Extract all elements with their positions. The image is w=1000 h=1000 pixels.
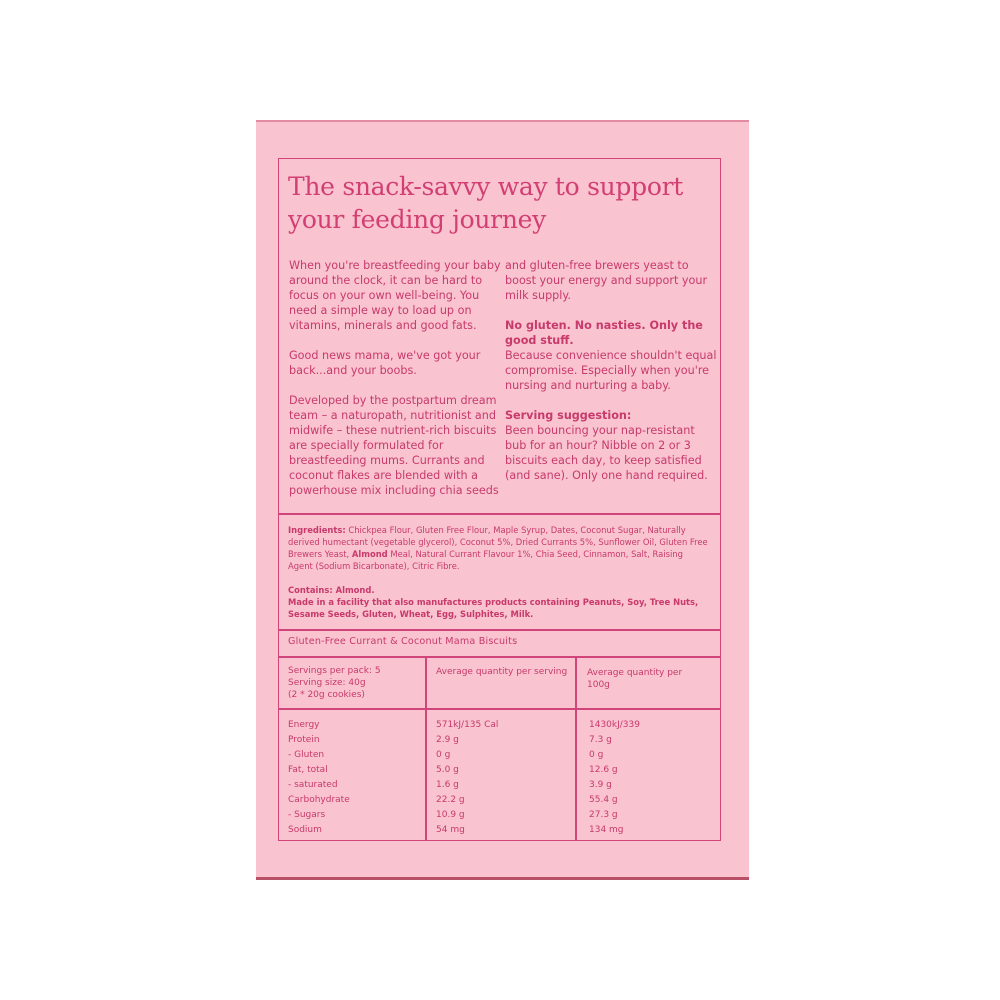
per-100g-value: 0 g	[589, 750, 604, 760]
per-serving-value: 10.9 g	[436, 810, 465, 820]
nutrient-name: Fat, total	[288, 765, 328, 775]
ingredients-part-2: Meal, Natural Currant Flavour 1%, Chia Seed, Cinnamon, Salt, Raising Agent (Sodium Bicarbonate), Citric Fibre.	[288, 549, 683, 571]
servings-per-pack: Servings per pack: 5	[288, 666, 381, 676]
no-gluten-heading: No gluten. No nasties. Only the good stuff.	[505, 319, 703, 347]
header-per-serving: Average quantity per serving	[436, 667, 568, 677]
nutrient-name: Protein	[288, 735, 320, 745]
per-serving-value: 571kJ/135 Cal	[436, 720, 499, 730]
ingredients-part-1: Chickpea Flour, Gluten Free Flour, Maple Syrup, Dates, Coconut Sugar, Naturally derived humectant (vegetable glycerol), Coconut 5%, Dried Currants 5%, Sunflower Oil, Gluten Free Brewers Yeast,	[288, 525, 708, 559]
nutrient-name: Carbohydrate	[288, 795, 350, 805]
ingredients-label: Ingredients:	[288, 525, 346, 535]
per-100g-value: 55.4 g	[589, 795, 618, 805]
contains-line: Contains: Almond.	[288, 585, 375, 595]
per-100g-value: 1430kJ/339	[589, 720, 640, 730]
headline: The snack-savvy way to support your feeding journey	[288, 172, 683, 234]
no-gluten-body: Because convenience shouldn't equal compromise. Especially when you're nursing and nurturing a baby.	[505, 349, 717, 392]
per-serving-value: 0 g	[436, 750, 451, 760]
paragraph-intro: When you're breastfeeding your baby around the clock, it can be hard to focus on your own well-being. You need a simple way to load up on vitamins, minerals and good fats.	[289, 259, 501, 332]
divider-nutrition-header	[278, 656, 721, 658]
box-bottom-edge	[256, 877, 749, 880]
description-right-column	[505, 258, 717, 498]
per-100g-value: 3.9 g	[589, 780, 612, 790]
serving-suggestion-heading: Serving suggestion:	[505, 409, 632, 422]
nutrient-names	[288, 718, 418, 838]
per-100g-values	[589, 718, 707, 838]
facility-warning: Made in a facility that also manufactures products containing Peanuts, Soy, Tree Nuts, Sesame Seeds, Gluten, Wheat, Egg, Sulphites, Milk.	[288, 597, 699, 619]
paragraph-developed-by: Developed by the postpartum dream team – a naturopath, nutritionist and midwife – these nutrient-rich biscuits are specially formulated for breastfeeding mums. Currants and coconut flakes are blended with a powerhouse mix including chia seeds	[289, 394, 499, 497]
per-serving-value: 5.0 g	[436, 765, 459, 775]
divider-nutrition-body	[278, 708, 721, 710]
serving-info	[288, 665, 420, 701]
paragraph-good-news: Good news mama, we've got your back...and your boobs.	[289, 349, 481, 377]
per-100g-value: 134 mg	[589, 825, 624, 835]
per-serving-value: 22.2 g	[436, 795, 465, 805]
no-gluten-block	[505, 318, 717, 393]
nutrient-name: Energy	[288, 720, 320, 730]
serving-note: (2 * 20g cookies)	[288, 690, 365, 700]
nutrient-name: - Sugars	[288, 810, 326, 820]
per-100g-value: 7.3 g	[589, 735, 612, 745]
ingredients-text	[288, 524, 708, 572]
box-top-edge	[256, 120, 749, 122]
divider-nutrition-title	[278, 629, 721, 631]
per-100g-value: 27.3 g	[589, 810, 618, 820]
nutrient-name: - saturated	[288, 780, 338, 790]
ingredients-almond: Almond	[351, 549, 388, 559]
per-100g-value: 12.6 g	[589, 765, 618, 775]
allergen-statement	[288, 584, 708, 620]
divider-ingredients	[278, 513, 721, 515]
nutrition-column-divider-2	[575, 656, 577, 841]
product-box-back	[256, 120, 749, 880]
serving-suggestion-body: Been bouncing your nap-resistant bub for an hour? Nibble on 2 or 3 biscuits each day, to keep satisfied (and sane). Only one hand required.	[505, 424, 708, 482]
per-serving-value: 1.6 g	[436, 780, 459, 790]
nutrient-name: Sodium	[288, 825, 322, 835]
description-left-column	[289, 258, 501, 513]
nutrient-name: - Gluten	[288, 750, 325, 760]
serving-suggestion-block	[505, 408, 717, 483]
paragraph-continued: and gluten-free brewers yeast to boost your energy and support your milk supply.	[505, 259, 708, 302]
serving-size: Serving size: 40g	[288, 678, 366, 688]
header-per-100g: Average quantity per 100g	[587, 668, 683, 690]
per-serving-value: 2.9 g	[436, 735, 459, 745]
nutrition-table-title: Gluten-Free Currant & Coconut Mama Biscuits	[288, 636, 518, 647]
per-serving-values	[436, 718, 568, 838]
per-serving-value: 54 mg	[436, 825, 465, 835]
nutrition-column-divider-1	[425, 656, 427, 841]
